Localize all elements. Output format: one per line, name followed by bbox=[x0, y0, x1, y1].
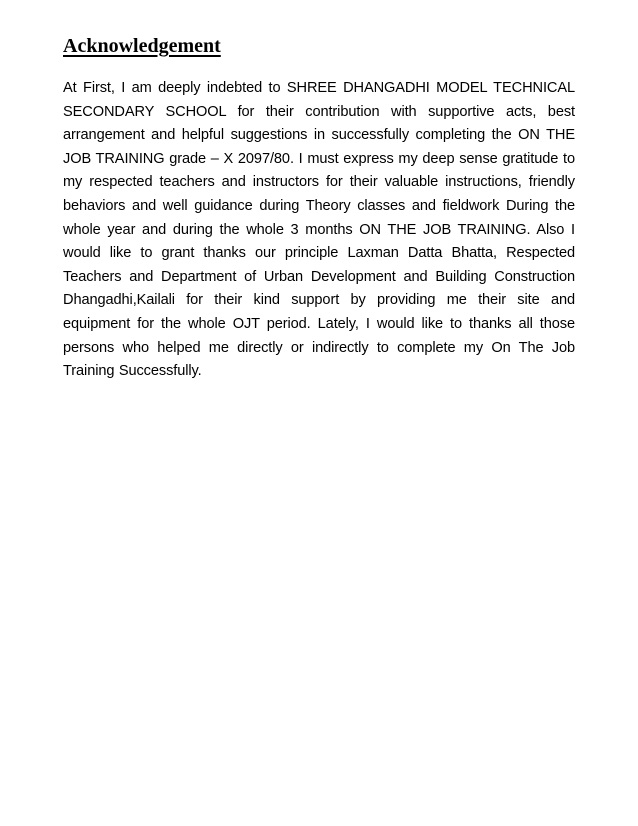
acknowledgement-paragraph: At First, I am deeply indebted to SHREE DHANGADHI MODEL TECHNICAL SECONDARY SCHOOL for their contribution with supportive acts, best arrangement and helpful suggestions in successfully completing the ON THE JOB TRAINING grade – X 2097/80. I must express my deep sense gratitude to my respected teachers and instructors for their valuable instructions, friendly behaviors and well guidance during Theory classes and fieldwork During the whole year and during the whole 3 months ON THE JOB TRAINING. Also I would like to grant thanks our principle Laxman Datta Bhatta, Respected Teachers and Department of Urban Development and Building Construction Dhangadhi,Kailali for their kind support by providing me their site and equipment for the whole OJT period. Lately, I would like to thanks all those persons who helped me directly or indirectly to complete my On The Job Training Successfully. bbox=[63, 80, 575, 380]
page-title: Acknowledgement bbox=[63, 35, 221, 57]
